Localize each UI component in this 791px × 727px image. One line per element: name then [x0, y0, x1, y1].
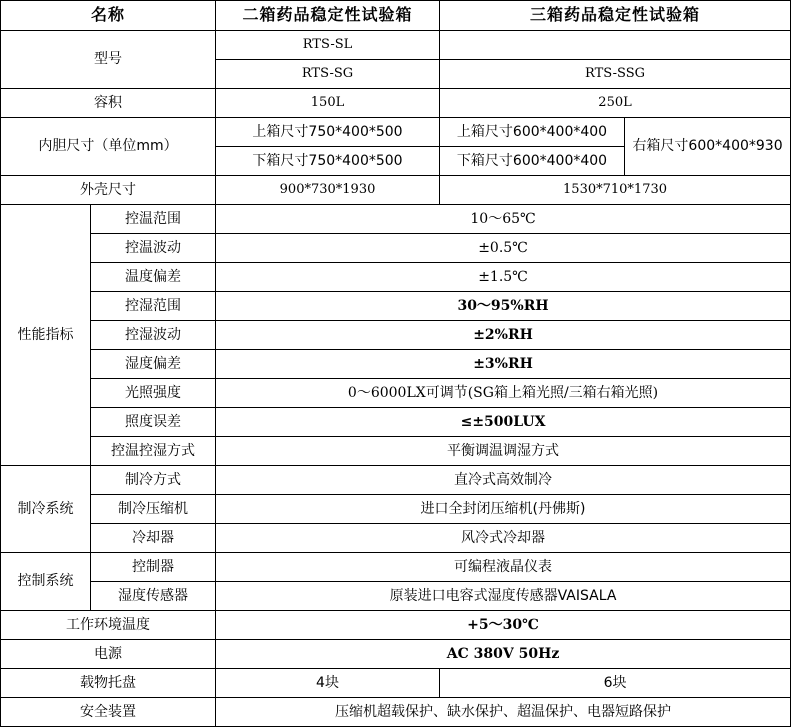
perf-row-label: 温度偏差: [91, 263, 216, 292]
volume-3box: 250L: [440, 89, 791, 118]
model-2box-b: RTS-SG: [216, 60, 440, 89]
volume-label: 容积: [1, 89, 216, 118]
perf-row: [1, 292, 791, 321]
performance-label: 性能指标: [1, 205, 91, 466]
control-row-value: 原装进口电容式湿度传感器VAISALA: [216, 582, 791, 611]
perf-row: [1, 350, 791, 379]
header-model-3box: 三箱药品稳定性试验箱: [440, 1, 791, 31]
safety-row: [1, 698, 791, 727]
outer-row: [1, 176, 791, 205]
tray-3box: 6块: [440, 669, 791, 698]
env-value: +5～30℃: [216, 611, 791, 640]
outer-label: 外壳尺寸: [1, 176, 216, 205]
perf-row-value: ±0.5℃: [216, 234, 791, 263]
cooling-label: 制冷系统: [1, 466, 91, 553]
perf-row: [1, 321, 791, 350]
safety-label: 安全装置: [1, 698, 216, 727]
perf-row-value: 10～65℃: [216, 205, 791, 234]
perf-row-value: ±1.5℃: [216, 263, 791, 292]
inner-lower-3box: 下箱尺寸600*400*400: [440, 147, 625, 176]
cooling-row: [1, 524, 791, 553]
tray-label: 载物托盘: [1, 669, 216, 698]
cooling-row-label: 制冷压缩机: [91, 495, 216, 524]
perf-row-label: 控湿波动: [91, 321, 216, 350]
control-row-label: 控制器: [91, 553, 216, 582]
volume-2box: 150L: [216, 89, 440, 118]
power-row: [1, 640, 791, 669]
perf-row: [1, 379, 791, 408]
inner-row-upper: [1, 118, 791, 147]
header-name: 名称: [1, 1, 216, 31]
model-3box-b: RTS-SSG: [440, 60, 791, 89]
model-2box-a: RTS-SL: [216, 31, 440, 60]
power-value: AC 380V 50Hz: [216, 640, 791, 669]
perf-row-value: 30～95%RH: [216, 292, 791, 321]
control-row: [1, 582, 791, 611]
perf-row-label: 控温控湿方式: [91, 437, 216, 466]
header-model-2box: 二箱药品稳定性试验箱: [216, 1, 440, 31]
cooling-row-label: 制冷方式: [91, 466, 216, 495]
cooling-row-value: 进口全封闭压缩机(丹佛斯): [216, 495, 791, 524]
env-label: 工作环境温度: [1, 611, 216, 640]
inner-label: 内胆尺寸（单位mm）: [1, 118, 216, 176]
outer-3box: 1530*710*1730: [440, 176, 791, 205]
model-label: 型号: [1, 31, 216, 89]
tray-row: [1, 669, 791, 698]
control-label: 控制系统: [1, 553, 91, 611]
tray-2box: 4块: [216, 669, 440, 698]
control-row-label: 湿度传感器: [91, 582, 216, 611]
model-3box-a: [440, 31, 791, 60]
perf-row: [1, 263, 791, 292]
cooling-row: [1, 466, 791, 495]
volume-row: [1, 89, 791, 118]
perf-row-label: 照度误差: [91, 408, 216, 437]
cooling-row-value: 直冷式高效制冷: [216, 466, 791, 495]
inner-lower-2box: 下箱尺寸750*400*500: [216, 147, 440, 176]
safety-value: 压缩机超载保护、缺水保护、超温保护、电器短路保护: [216, 698, 791, 727]
model-row-a: [1, 31, 791, 60]
perf-row-label: 湿度偏差: [91, 350, 216, 379]
perf-row-value: 0～6000LX可调节(SG箱上箱光照/三箱右箱光照): [216, 379, 791, 408]
perf-row-value: ≤±500LUX: [216, 408, 791, 437]
header-row: [1, 1, 791, 31]
perf-row-value: ±3%RH: [216, 350, 791, 379]
perf-row: [1, 437, 791, 466]
inner-right-3box: 右箱尺寸600*400*930: [625, 118, 791, 176]
perf-row-label: 光照强度: [91, 379, 216, 408]
cooling-row-label: 冷却器: [91, 524, 216, 553]
perf-row-value: 平衡调温调湿方式: [216, 437, 791, 466]
env-row: [1, 611, 791, 640]
perf-row-label: 控湿范围: [91, 292, 216, 321]
inner-upper-2box: 上箱尺寸750*400*500: [216, 118, 440, 147]
perf-row-label: 控温范围: [91, 205, 216, 234]
perf-row-label: 控温波动: [91, 234, 216, 263]
outer-2box: 900*730*1930: [216, 176, 440, 205]
inner-upper-3box: 上箱尺寸600*400*400: [440, 118, 625, 147]
control-row: [1, 553, 791, 582]
control-row-value: 可编程液晶仪表: [216, 553, 791, 582]
cooling-row: [1, 495, 791, 524]
cooling-row-value: 风冷式冷却器: [216, 524, 791, 553]
perf-row-value: ±2%RH: [216, 321, 791, 350]
perf-row: [1, 408, 791, 437]
perf-row: [1, 205, 791, 234]
perf-row: [1, 234, 791, 263]
power-label: 电源: [1, 640, 216, 669]
